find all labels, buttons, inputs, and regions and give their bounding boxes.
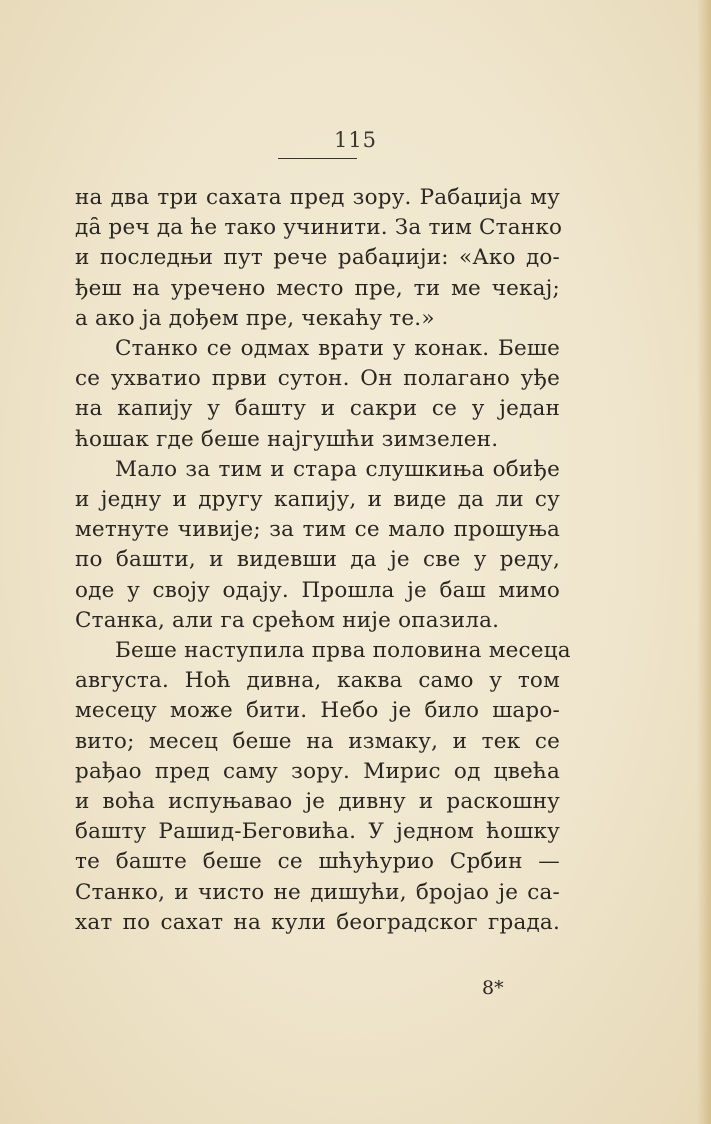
- text-line: месецу може бити. Небо је било шаро-: [75, 698, 560, 724]
- text-line: по башти, и видевши да је све у реду,: [75, 547, 560, 573]
- body-text: [75, 183, 571, 938]
- text-line: Станко, и чисто не дишући, бројао је са-: [75, 879, 560, 905]
- text-line: оде у своју одају. Прошла је баш мимо: [75, 577, 560, 603]
- text-line: а ако ја дођем пре, чекаћу те.»: [75, 305, 435, 331]
- text-line: Мало за тим и стара слушкиња обиђе: [115, 456, 560, 482]
- text-line: и последњи пут рече рабаџији: «Ако до-: [75, 245, 560, 271]
- text-line: и воћа испуњавао је дивну и раскошну: [75, 789, 560, 815]
- text-line: хат по сахат на кули београдског града.: [75, 909, 560, 935]
- text-line: ћошак где беше најгушћи зимзелен.: [75, 426, 499, 452]
- signature-mark: 8*: [482, 977, 504, 999]
- text-line: рађао пред саму зору. Мирис од цвећа: [75, 758, 560, 784]
- paragraph-3: [75, 455, 560, 636]
- text-line: на капију у башту и сакри се у један: [75, 396, 560, 422]
- text-line: и једну и другу капију, и виде да ли су: [75, 487, 560, 513]
- text-line: Станко се одмах врати у конак. Беше: [115, 336, 560, 362]
- text-line: башту Рашид-Беговића. У једном ћошку: [75, 819, 560, 845]
- text-line: се ухватио први сутон. Он полагано уђе: [75, 366, 560, 392]
- page-header: [0, 128, 711, 152]
- header-rule: [278, 158, 357, 159]
- paragraph-1: [75, 183, 563, 334]
- text-line: ђеш на уречено место пре, ти ме чекај;: [75, 275, 560, 301]
- page-edge-stain: [697, 0, 711, 1124]
- text-line: августа. Ноћ дивна, каква само у том: [75, 668, 560, 694]
- text-line: Станка, али га срећом није опазила.: [75, 607, 500, 633]
- text-line: метнуте чивије; за тим се мало прошуња: [75, 517, 560, 543]
- text-line: да̑ реч да ће тако учинити. За тим Станко: [75, 215, 563, 241]
- paragraph-4: [75, 636, 571, 938]
- text-line: Беше наступила прва половина месеца: [115, 638, 571, 664]
- paragraph-2: [75, 334, 560, 455]
- text-line: те баште беше се шћућурио Србин —: [75, 849, 560, 875]
- text-line: на два три сахата пред зору. Рабаџија му: [75, 185, 560, 210]
- page-number: 115: [333, 128, 378, 152]
- text-line: вито; месец беше на измаку, и тек се: [75, 728, 560, 754]
